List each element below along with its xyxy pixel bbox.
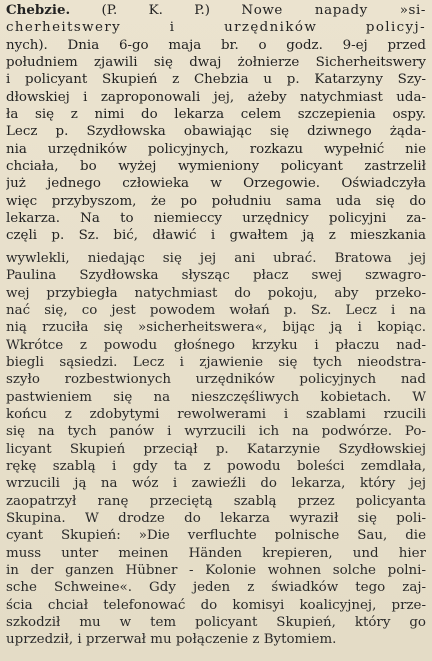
article-bottom: [6, 250, 426, 649]
text-line: wywlekli, niedając się jej ani ubrać. Bratowa jej: [6, 250, 426, 266]
text-line: Paulina Szydłowska słysząc płacz swej szwagro-: [6, 268, 426, 284]
text-line: rękę szablą i gdy ta z powodu boleści zemdlała,: [6, 458, 426, 474]
text-line: dłowskiej i zaproponowali jej, ażeby natychmiast uda-: [6, 89, 426, 105]
text-line: nać się, co jest powodem wołań p. Sz. Lecz i na: [6, 302, 426, 318]
text-line: licyant Skupień przeciął p. Katarzynie Szydłowskiej: [6, 441, 426, 457]
text-line: muss unter meinen Händen krepieren, und hier: [6, 545, 426, 561]
text-line: nych). Dnia 6-go maja br. o godz. 9-ej przed: [6, 37, 426, 53]
text-line: więc przybyszom, że po południu sama uda się do: [6, 193, 426, 209]
text-line: południem zjawili się dwaj żołnierze Sicherheitswery: [6, 55, 426, 71]
text-line: częli p. Sz. bić, dławić i gwałtem ją z mieszkania: [6, 228, 426, 244]
text-line: ścia chciał telefonować do komisyi koalicyjnej, prze-: [6, 597, 426, 613]
text-line: Skupina. W drodze do lekarza wyraził się poli-: [6, 510, 426, 526]
text-line: biegli sąsiedzi. Lecz i zjawienie się tych nieodstra-: [6, 354, 426, 370]
text-line: Lecz p. Szydłowska obawiając się dziwnego żąda-: [6, 124, 426, 140]
text-line: nią rzuciła się »sicherheitswera«, bijąc ją i kopiąc.: [6, 320, 426, 336]
text-line: chciała, bo wyżej wymieniony policyant zastrzelił: [6, 159, 426, 175]
text-line: zaopatrzył ranę przeciętą szablą przez policyanta: [6, 493, 426, 509]
text-line: pastwieniem się na nieszczęśliwych kobietach. W: [6, 389, 426, 405]
text-line: lekarza. Na to niemieccy urzędnicy policyjni za-: [6, 211, 426, 227]
text-line: Wkrótce z powodu głośnego krzyku i płaczu nad-: [6, 337, 426, 353]
headline: Chebzie.: [6, 2, 71, 18]
text-line: szkodził mu w tem policyant Skupień, który go: [6, 615, 426, 631]
text-line: już jednego człowieka w Orzegowie. Oświadczyła: [6, 176, 426, 192]
text-line: końcu z zdobytymi rewolwerami i szablami rzucili: [6, 406, 426, 422]
text-line: wej przybiegła natychmiast do pokoju, aby przeko-: [6, 285, 426, 301]
text-line: i policyant Skupień z Chebzia u p. Katarzyny Szy-: [6, 72, 426, 88]
headline-line: [6, 2, 426, 19]
text-line: nia urzędników policyjnych, rozkazu wypełnić nie: [6, 141, 426, 157]
text-line: wrzucili ją na wóz i zawieźli do lekarza, który jej: [6, 476, 426, 492]
text-line: uprzedził, i przerwał mu połączenie z Bytomiem.: [6, 632, 337, 648]
text-line: się na tych panów i wyrzucili ich na podwórze. Po-: [6, 424, 426, 440]
title-part-2: cherheitswery i urzędników policyj-: [6, 20, 426, 36]
text-line: ła się z nimi do lekarza celem szczepienia ospy.: [6, 107, 426, 123]
title-part-1: Nowe napady »si-: [241, 3, 426, 18]
text-line: sche Schweine«. Gdy jeden z świadków tego zaj-: [6, 580, 426, 596]
source-tag: (P. K. P.): [101, 3, 211, 18]
text-line: cyant Skupień: »Die verfluchte polnische Sau, die: [6, 528, 426, 544]
text-line: szyło rozbestwionych urzędników policyjnych nad: [6, 372, 426, 388]
text-line: in der ganzen Hübner - Kolonie wohnen solche polni-: [6, 563, 426, 578]
article-top: [6, 2, 426, 245]
